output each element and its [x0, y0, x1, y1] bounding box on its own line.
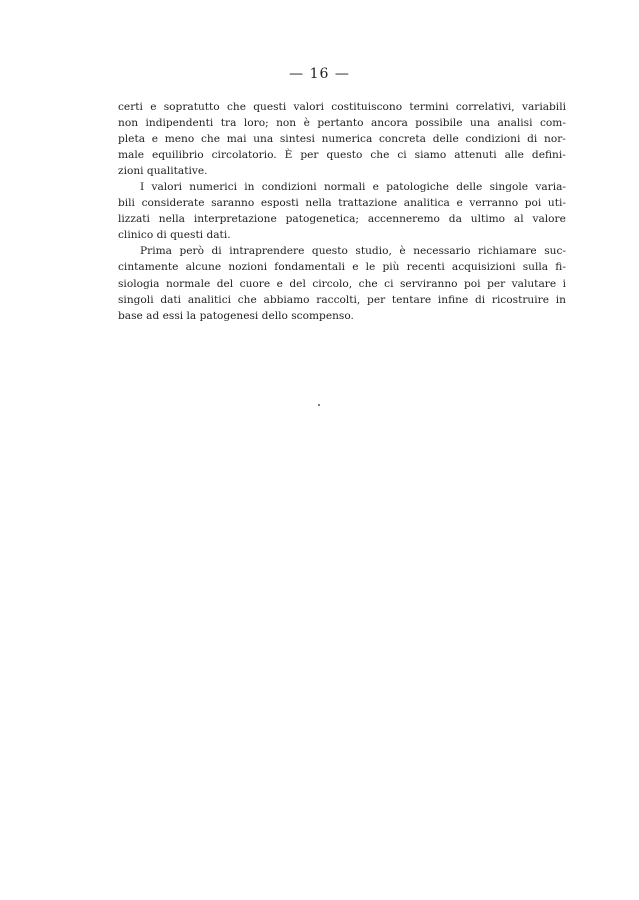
word: varia- [535, 181, 566, 194]
text-line [118, 292, 566, 308]
word: nella [305, 197, 332, 210]
word: mai [226, 133, 247, 146]
scan-speck [318, 404, 320, 406]
text-line: zioni qualitative. [118, 165, 208, 178]
word: di [527, 133, 538, 146]
word: meno [164, 133, 195, 146]
word: nozioni [228, 261, 268, 274]
word: questo [326, 149, 363, 162]
word: e [276, 277, 283, 290]
word: e [150, 101, 157, 113]
text-line: clinico di questi dati. [118, 229, 231, 242]
word: accenneremo [367, 213, 440, 226]
word: che [358, 277, 378, 290]
word: nor- [544, 133, 566, 146]
word: in [555, 293, 566, 306]
word: delle [432, 133, 459, 146]
paragraph-2 [118, 179, 566, 243]
word: equilibrio [152, 149, 204, 162]
word: di [475, 293, 486, 306]
word: condizioni [465, 133, 521, 146]
paragraph-3 [118, 243, 566, 323]
word: sopratutto [163, 101, 220, 113]
word: valori [293, 101, 325, 113]
word: al [513, 213, 524, 226]
word: alcune [185, 261, 222, 274]
word: trattazione [338, 197, 398, 210]
word: richiamare [478, 245, 537, 258]
word: fondamentali [274, 261, 345, 274]
word: analitica [403, 197, 450, 210]
word: poi [464, 277, 481, 290]
word: certi [118, 101, 143, 113]
word: suc- [544, 245, 566, 258]
word: variabili [521, 101, 566, 113]
word: cintamente [118, 261, 179, 274]
word: delle [456, 181, 483, 194]
word: che [200, 133, 220, 146]
word: saranno [211, 197, 255, 210]
word: I [140, 181, 145, 194]
word: fi- [555, 261, 566, 274]
word: valore [532, 213, 566, 226]
word: circolatorio. [211, 149, 277, 162]
word: patologiche [386, 181, 449, 194]
page-number: — 16 — [289, 66, 350, 82]
word: per [367, 293, 386, 306]
word: concreta [378, 133, 426, 146]
word: e [372, 181, 379, 194]
text-line [118, 276, 566, 292]
word: e [352, 261, 359, 274]
word: esposti [260, 197, 299, 210]
word: lizzati [118, 213, 150, 226]
word: singole [489, 181, 529, 194]
word: termini [409, 101, 449, 113]
word: questo [311, 245, 348, 258]
word: però [179, 245, 204, 258]
text-line [118, 259, 566, 275]
word: indipendenti [145, 117, 214, 130]
word: recenti [406, 261, 445, 274]
word: È [284, 149, 293, 162]
text-line: base ad essi la patogenesi dello scompenso. [118, 309, 354, 322]
word: interpretazione [193, 213, 277, 226]
word: sintesi [279, 133, 315, 146]
word: singoli [118, 293, 154, 306]
word: acquisizioni [451, 261, 516, 274]
text-line [118, 131, 566, 147]
word: più [382, 261, 400, 274]
word: è [399, 245, 406, 258]
word: che [370, 149, 390, 162]
word: numerici [189, 181, 238, 194]
word: nella [158, 213, 185, 226]
word: considerate [141, 197, 205, 210]
word: studio, [355, 245, 392, 258]
word: valutare [511, 277, 557, 290]
word: verranno [469, 197, 519, 210]
word: da [448, 213, 462, 226]
word: normale [165, 277, 211, 290]
word: attenuti [454, 149, 497, 162]
word: per [300, 149, 319, 162]
word: poi [524, 197, 542, 210]
text-line [118, 243, 566, 259]
word: del [289, 277, 306, 290]
word: costituiscono [331, 101, 403, 113]
word: non [118, 117, 139, 130]
word: abbiamo [263, 293, 310, 306]
word: correlativi, [455, 101, 515, 113]
word: del [216, 277, 234, 290]
word: in [244, 181, 255, 194]
word: di [211, 245, 222, 258]
word: alle [504, 149, 524, 162]
word: ci [384, 277, 394, 290]
text-line [118, 179, 566, 195]
word: serviranno [399, 277, 458, 290]
text-line [118, 195, 566, 211]
word: siamo [414, 149, 447, 162]
word: ultimo [470, 213, 506, 226]
word: male [118, 149, 145, 162]
body-text [118, 99, 566, 324]
word: defini- [531, 149, 566, 162]
word: cuore [239, 277, 271, 290]
word: è [303, 117, 310, 130]
word: e [456, 197, 463, 210]
word: pertanto [317, 117, 364, 130]
word: pleta [118, 133, 146, 146]
text-line [118, 99, 566, 115]
word: condizioni [261, 181, 317, 194]
paragraph-1 [118, 99, 566, 179]
word: necessario [413, 245, 471, 258]
text-line [118, 211, 566, 227]
word: e [151, 133, 159, 146]
text-line [118, 115, 566, 131]
word: ci [397, 149, 407, 162]
word: questi [253, 101, 287, 113]
text-line [118, 147, 566, 163]
word: uti- [547, 197, 566, 210]
word: numerica [321, 133, 373, 146]
word: una [253, 133, 274, 146]
word: i [562, 277, 566, 290]
word: normali [323, 181, 366, 194]
word: ancora [370, 117, 408, 130]
word: tra [220, 117, 237, 130]
word: intraprendere [229, 245, 305, 258]
word: com- [539, 117, 566, 130]
word: non [276, 117, 297, 130]
word: ricostruire [491, 293, 549, 306]
word: patogenetica; [285, 213, 359, 226]
word: possibile [415, 117, 463, 130]
word: loro; [243, 117, 269, 130]
word: infine [437, 293, 469, 306]
word: dati [160, 293, 182, 306]
word: raccolti, [316, 293, 361, 306]
word: circolo, [312, 277, 353, 290]
word: siologia [118, 277, 160, 290]
word: le [365, 261, 376, 274]
word: Prima [140, 245, 172, 258]
word: valori [151, 181, 182, 194]
word: bili [118, 197, 135, 210]
word: analisi [497, 117, 533, 130]
word: analitici [187, 293, 232, 306]
word: una [470, 117, 490, 130]
word: tentare [391, 293, 432, 306]
word: per [487, 277, 506, 290]
word: che [237, 293, 257, 306]
word: sulla [522, 261, 549, 274]
word: che [226, 101, 246, 113]
